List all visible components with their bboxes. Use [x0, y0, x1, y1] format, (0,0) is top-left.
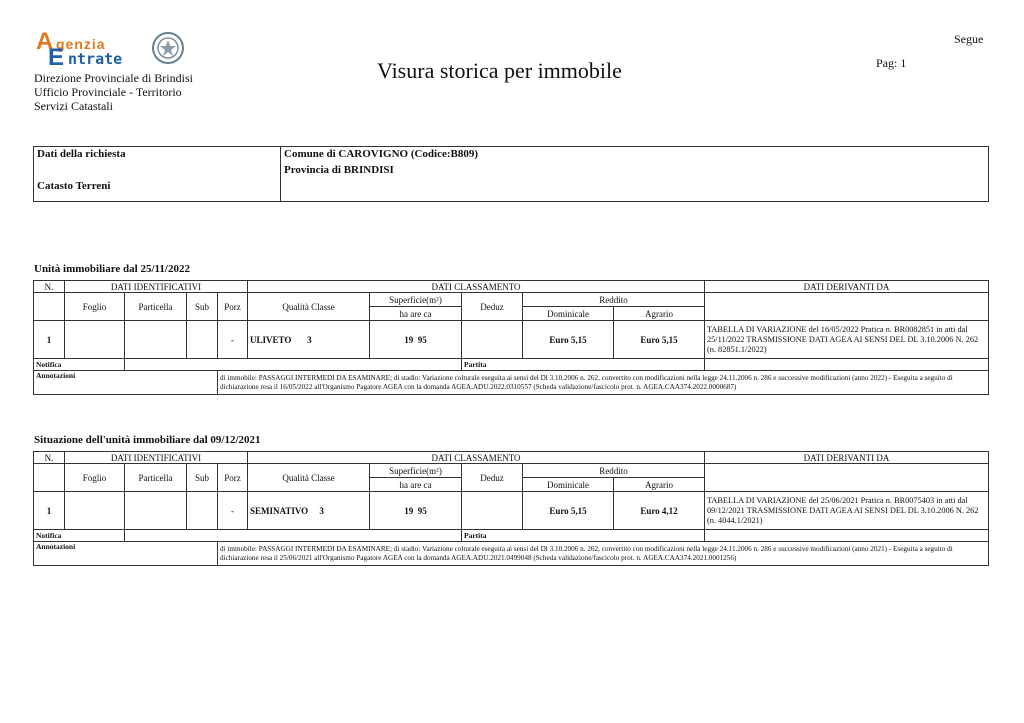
- row-classe: 3: [307, 334, 312, 345]
- row-particella: [125, 492, 187, 530]
- office-line-3: Servizi Catastali: [34, 99, 113, 113]
- col-qualita-classe: Qualità Classe: [248, 293, 370, 321]
- row-dominicale: Euro 5,15: [523, 492, 614, 530]
- row-derivanti: TABELLA DI VARIAZIONE del 16/05/2022 Pratica n. BR0082851 in atti dal 25/11/2022 TRASMISSIONE DATI AGEA AI SENSI DEL DL 3.10.2006 N. 262 (n. 82851.1/2022): [705, 321, 989, 359]
- segue-label: Segue: [954, 32, 984, 46]
- row-sub: [187, 321, 218, 359]
- col-n: N.: [34, 452, 65, 464]
- row-porz: -: [218, 321, 248, 359]
- table-row: [34, 321, 989, 359]
- col-reddito: Reddito: [523, 464, 705, 478]
- col-dati-classamento: DATI CLASSAMENTO: [248, 452, 705, 464]
- col-reddito: Reddito: [523, 293, 705, 307]
- col-superficie: Superficie(m²): [370, 464, 462, 478]
- row-dominicale: Euro 5,15: [523, 321, 614, 359]
- notifica-label: Notifica: [34, 530, 125, 542]
- annotazioni-text: di immobile: PASSAGGI INTERMEDI DA ESAMINARE; di stadio: Variazione colturale eseguita ai sensi del Dl 3.10.2006 n. 262, convertito con modificazioni nella legge 24.11.2006 n. 286 e successive modificazioni (anno 2021) - Eseguita a seguito di dichiarazione resa il 25/06/2021 all'Organismo Pagatore AGEA con la domanda AGEA.ADU.2021.0499048 (Scheda validazione/fascicolo prot. n. AGEA.CAA374.2021.0001256): [218, 542, 989, 566]
- section-title: Situazione dell'unità immobiliare dal 09/12/2021: [34, 434, 261, 446]
- section-title: Unità immobiliare dal 25/11/2022: [34, 263, 190, 275]
- logo-word-genzia: genzia: [56, 36, 106, 52]
- office-line-2: Ufficio Provinciale - Territorio: [34, 85, 182, 99]
- row-deduz: [462, 321, 523, 359]
- provincia-value: Provincia di BRINDISI: [284, 164, 394, 176]
- notifica-label: Notifica: [34, 359, 125, 371]
- col-n: N.: [34, 281, 65, 293]
- row-superficie: 19 95: [370, 321, 462, 359]
- col-agrario: Agrario: [614, 307, 705, 321]
- classamento-table: [33, 451, 989, 566]
- col-agrario: Agrario: [614, 478, 705, 492]
- row-sub: [187, 492, 218, 530]
- agenzia-entrate-logo: [34, 30, 194, 70]
- row-agrario: Euro 5,15: [614, 321, 705, 359]
- row-n: 1: [34, 321, 65, 359]
- row-derivanti: TABELLA DI VARIAZIONE del 25/06/2021 Pratica n. BR0075403 in atti dal 09/12/2021 TRASMISSIONE DATI AGEA AI SENSI DEL DL 3.10.2006 N. 262 (n. 4044.1/2021): [705, 492, 989, 530]
- col-particella: Particella: [125, 293, 187, 321]
- col-dati-classamento: DATI CLASSAMENTO: [248, 281, 705, 293]
- request-box: [33, 146, 989, 202]
- col-porz: Porz: [218, 293, 248, 321]
- document-title: Visura storica per immobile: [377, 58, 622, 83]
- row-particella: [125, 321, 187, 359]
- table-row: [34, 492, 989, 530]
- col-dati-derivanti: DATI DERIVANTI DA: [705, 452, 989, 464]
- row-porz: -: [218, 492, 248, 530]
- col-foglio: Foglio: [65, 464, 125, 492]
- row-qualita-classe: [248, 492, 370, 530]
- catasto-label: Catasto Terreni: [37, 180, 111, 192]
- col-dati-identificativi: DATI IDENTIFICATIVI: [65, 281, 248, 293]
- col-qualita-classe: Qualità Classe: [248, 464, 370, 492]
- row-deduz: [462, 492, 523, 530]
- row-foglio: [65, 321, 125, 359]
- col-porz: Porz: [218, 464, 248, 492]
- republic-emblem-icon: [151, 30, 185, 66]
- col-ha-are-ca: ha are ca: [370, 478, 462, 492]
- col-sub: Sub: [187, 293, 218, 321]
- col-ha-are-ca: ha are ca: [370, 307, 462, 321]
- col-foglio: Foglio: [65, 293, 125, 321]
- row-qualita-classe: [248, 321, 370, 359]
- row-qualita: ULIVETO: [250, 334, 292, 345]
- logo-initial-e: E: [48, 44, 65, 71]
- comune-value: Comune di CAROVIGNO (Codice:B809): [284, 148, 479, 160]
- page-number: Pag: 1: [876, 56, 907, 70]
- col-deduz: Deduz: [462, 464, 523, 492]
- col-dominicale: Dominicale: [523, 307, 614, 321]
- row-superficie: 19 95: [370, 492, 462, 530]
- row-qualita: SEMINATIVO: [250, 505, 309, 516]
- col-dati-identificativi: DATI IDENTIFICATIVI: [65, 452, 248, 464]
- request-label: Dati della richiesta: [37, 148, 126, 160]
- logo-word-ntrate: ntrate: [68, 50, 123, 68]
- office-line-1: Direzione Provinciale di Brindisi: [34, 71, 193, 85]
- col-sub: Sub: [187, 464, 218, 492]
- col-superficie: Superficie(m²): [370, 293, 462, 307]
- annotazioni-label: Annotazioni: [34, 371, 218, 395]
- row-foglio: [65, 492, 125, 530]
- logo-initial-a: A: [36, 28, 54, 55]
- col-dati-derivanti: DATI DERIVANTI DA: [705, 281, 989, 293]
- annotazioni-label: Annotazioni: [34, 542, 218, 566]
- partita-label: Partita: [462, 359, 705, 371]
- classamento-table: [33, 280, 989, 395]
- row-agrario: Euro 4,12: [614, 492, 705, 530]
- row-classe: 3: [319, 505, 324, 516]
- annotazioni-text: di immobile: PASSAGGI INTERMEDI DA ESAMINARE; di stadio: Variazione colturale eseguita ai sensi del Dl 3.10.2006 n. 262, convertito con modificazioni nella legge 24.11.2006 n. 286 e successive modificazioni (anno 2022) - Eseguita a seguito di dichiarazione resa il 16/05/2022 all'Organismo Pagatore AGEA con la domanda AGEA.ADU.2022.0310557 (Scheda validazione/fascicolo prot. n. AGEA.CAA374.2022.0000687): [218, 371, 989, 395]
- partita-label: Partita: [462, 530, 705, 542]
- col-particella: Particella: [125, 464, 187, 492]
- col-deduz: Deduz: [462, 293, 523, 321]
- col-dominicale: Dominicale: [523, 478, 614, 492]
- row-n: 1: [34, 492, 65, 530]
